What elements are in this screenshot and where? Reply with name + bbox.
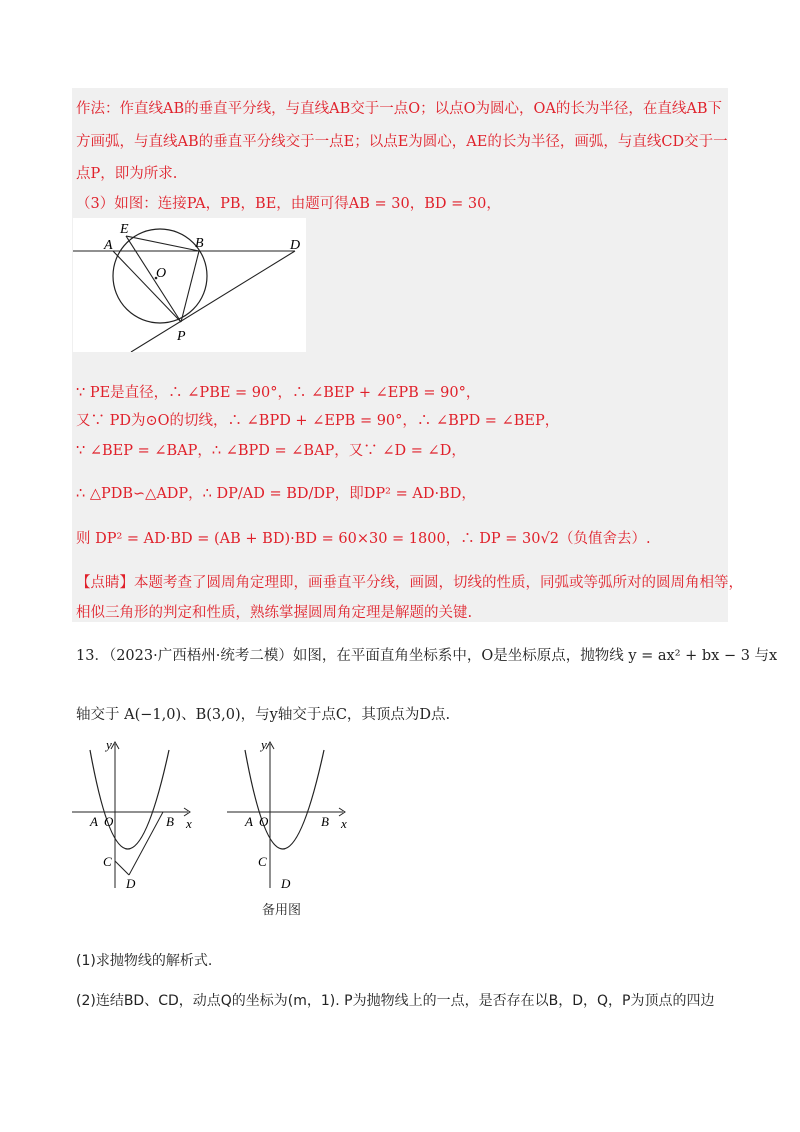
solution-line-8: ∴ △PDB∽△ADP，∴ DP/AD = BD/DP，即DP² = AD·BD， <box>76 486 476 502</box>
circle-tangent-figure <box>73 218 306 352</box>
label-O: O <box>156 266 167 281</box>
axis-label-y: y <box>106 738 112 752</box>
point-label-C: C <box>258 854 267 869</box>
solution-line-5: ∵ PE是直径，∴ ∠PBE = 90°，∴ ∠BEP + ∠EPB = 90°， <box>76 385 481 401</box>
point-label-D: D <box>281 876 291 891</box>
axis-label-x: x <box>186 816 192 831</box>
backup-figure-caption: 备用图 <box>262 903 302 918</box>
solution-line-6: 又∵ PD为⊙O的切线，∴ ∠BPD + ∠EPB = 90°，∴ ∠BPD = ∠BEP， <box>76 413 560 429</box>
label-D: D <box>290 238 301 253</box>
label-P: P <box>177 329 186 344</box>
parabola-svg <box>70 738 200 893</box>
solution-line-1: 作法：作直线AB的垂直平分线，与直线AB交于一点O；以点O为圆心，OA的长为半径，在直线AB下 <box>76 101 723 117</box>
question-13-part-1: (1)求抛物线的解析式. <box>76 953 213 969</box>
point-label-A: A <box>245 814 253 829</box>
solution-line-3: 点P，即为所求. <box>76 166 178 182</box>
label-B: B <box>195 236 204 251</box>
backup-parabola-figure <box>225 738 355 893</box>
point-label-B: B <box>166 814 174 829</box>
point-label-A: A <box>90 814 98 829</box>
point-label-O: O <box>259 814 269 829</box>
solution-line-4: （3）如图：连接PA，PB，BE，由题可得AB = 30，BD = 30， <box>76 196 501 212</box>
comment-line-1: 【点睛】本题考查了圆周角定理即，画垂直平分线，画圆，切线的性质，同弧或等弧所对的圆周角相等， <box>76 575 743 591</box>
axis-label-x: x <box>341 816 347 831</box>
axis-label-y: y <box>261 738 267 752</box>
question-13-line-2: 轴交于 A(−1,0)、B(3,0)，与y轴交于点C，其顶点为D点. <box>76 707 451 723</box>
label-E: E <box>120 222 129 237</box>
point-label-O: O <box>104 814 114 829</box>
comment-line-2: 相似三角形的判定和性质，熟练掌握圆周角定理是解题的关键. <box>76 605 473 621</box>
solution-line-7: ∵ ∠BEP = ∠BAP，∴ ∠BPD = ∠BAP，又∵ ∠D = ∠D， <box>76 443 466 459</box>
point-label-B: B <box>321 814 329 829</box>
solution-line-2: 方画弧，与直线AB的垂直平分线交于一点E；以点E为圆心，AE的长为半径，画弧，与直线CD交于一 <box>76 134 728 150</box>
point-label-C: C <box>103 854 112 869</box>
circle-tangent-svg <box>73 218 306 352</box>
backup-parabola-svg <box>225 738 355 893</box>
parabola-figure <box>70 738 200 893</box>
question-13-part-2: (2)连结BD、CD，动点Q的坐标为(m，1). P为抛物线上的一点，是否存在以B，D，Q，P为顶点的四边 <box>76 993 715 1009</box>
solution-line-9: 则 DP² = AD·BD = (AB + BD)·BD = 60×30 = 1800，∴ DP = 30√2（负值舍去）. <box>76 531 651 547</box>
label-A: A <box>104 238 113 253</box>
point-label-D: D <box>126 876 136 891</box>
question-13-line-1: 13．（2023·广西梧州·统考二模）如图，在平面直角坐标系中，O是坐标原点，抛物线 y = ax² + bx − 3 与x <box>76 648 778 664</box>
